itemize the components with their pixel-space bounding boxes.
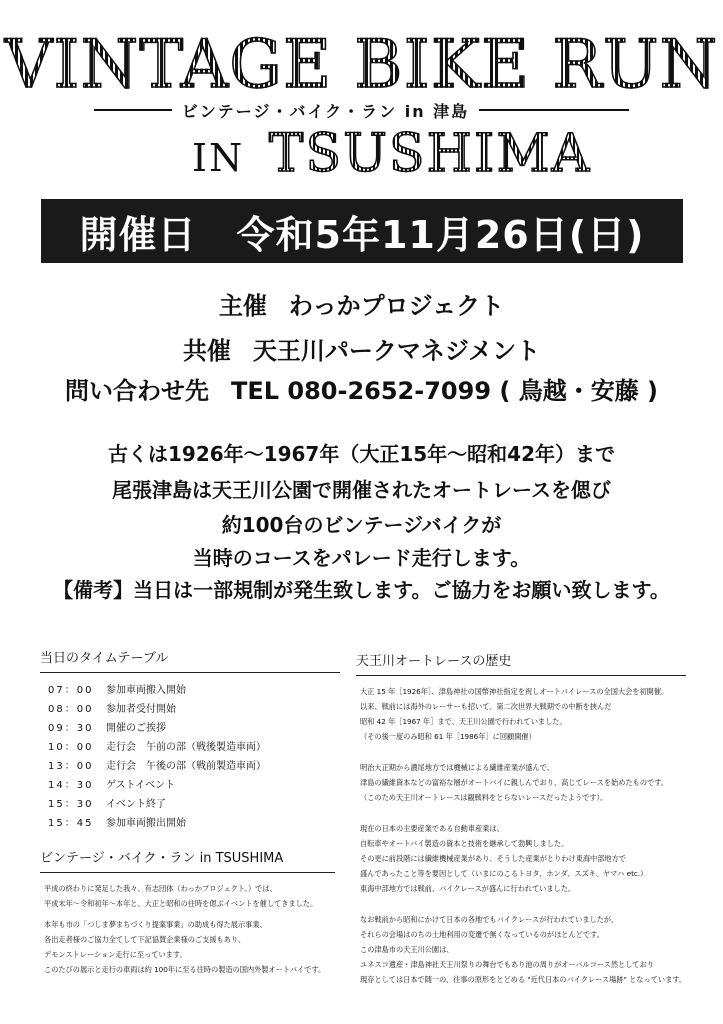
- remarks-line: 【備考】当日は一部規制が発生致します。ご協力をお願い致します。: [53, 578, 670, 602]
- timetable-event: 参加者受付開始: [106, 704, 176, 715]
- history-line: 盛んであったこと等を要因として（いまにのこるトヨタ、ホンダ、スズキ、ヤマハ etc.）: [360, 869, 648, 878]
- date-label: 開催日: [79, 212, 197, 257]
- about-paragraph: [44, 917, 335, 977]
- event-title: VINTAGE BIKE RUN: [0, 30, 723, 100]
- title-in: IN: [192, 136, 245, 180]
- timetable-event: 開催のご挨拶: [106, 723, 166, 734]
- cohost-name: 天王川パークマネジメント: [252, 337, 541, 365]
- history-section: [356, 653, 686, 993]
- timetable-time: 10：00: [48, 742, 94, 753]
- history-line: なお戦前から昭和にかけて日本の各地でもバイクレースが行われていましたが、: [360, 915, 619, 924]
- timetable-event: 参加車両搬入開始: [106, 685, 186, 696]
- history-line: （その後一度のみ昭和 61 年［1986年］に回顧開催）: [360, 732, 536, 741]
- description-line-4: 当時のコースをパレード走行します。: [192, 546, 531, 570]
- history-line: （このため天王川オートレースは観戦料をとらないレースだったようです）。: [360, 793, 608, 802]
- date-banner: [41, 199, 683, 263]
- event-subtitle-row: [0, 99, 723, 121]
- timetable-event: ゲストイベント: [106, 780, 176, 791]
- timetable-row: [48, 738, 340, 757]
- host-name: わっかプロジェクト: [288, 292, 505, 320]
- timetable-time: 14：30: [48, 780, 94, 791]
- timetable-row: [48, 776, 340, 795]
- history-line: 現存としては日本で随一の、往事の原形をとどめる "近代日本のバイクレース場跡" となっています。: [360, 975, 687, 984]
- history-line: 以来、戦前には海外のレーサーも招いて、第二次世界大戦期での中断を挟んだ: [360, 702, 612, 711]
- about-line: このたびの展示と走行の車両は約 100年に至る往時の製造の国内外製オートバイです。: [44, 965, 326, 974]
- timetable-event: イベント終了: [106, 799, 166, 810]
- timetable-list: [40, 673, 340, 833]
- timetable-row: [48, 757, 340, 776]
- timetable-time: 08：00: [48, 704, 94, 715]
- about-line: デモンストレーション走行に至っています。: [44, 950, 187, 959]
- timetable-time: 15：30: [48, 799, 94, 810]
- subtitle-rule-right: [479, 109, 629, 111]
- history-line: 津島の繊維資本などの富裕な層がオートバイに親しんでおり、高じてレースを始めたものです。: [360, 778, 668, 787]
- history-paragraph: [360, 684, 686, 744]
- history-heading: 天王川オートレースの歴史: [356, 653, 686, 676]
- contact-line: [0, 376, 723, 406]
- event-subtitle: ビンテージ・バイク・ラン in 津島: [181, 101, 470, 121]
- timetable-event: 走行会 午後の部（戦前製造車両）: [106, 761, 266, 772]
- description-line-3: 約100台のビンテージバイクが: [221, 513, 502, 537]
- history-line: ユネスコ遺産・津島神社天王川祭りの舞台でもあり池の周りがオーバルコース然としており: [360, 960, 654, 969]
- history-line: 東海中部地方では戦前、バイクレースが盛んに行われていました。: [360, 884, 576, 893]
- timetable-event: 参加車両搬出開始: [106, 818, 186, 829]
- history-line: この津島市の天王川公園は、: [360, 945, 454, 954]
- about-line: 本年も市の「つしま夢まちづくり提案事業」の助成も得た展示事業、: [44, 920, 267, 929]
- history-line: 大正 15 年［1926年］、津島神社の国幣神社指定を祝しオートバイレースの全国大会を初開催。: [360, 687, 669, 696]
- history-body: [356, 676, 686, 987]
- history-line: それらの会場はのちの土地利用の変遷で無くなっているのがほとんどです。: [360, 930, 604, 939]
- history-line: 昭和 42 年［1967 年］まで、天王川公園で行われていました。: [360, 717, 567, 726]
- description-line-2: 尾張津島は天王川公園で開催されたオートレースを偲び: [112, 478, 611, 502]
- contact-label: 問い合わせ先: [64, 377, 209, 405]
- history-line: その更に前段階には繊維機械産業があり、そうした産業がとりわけ東海中部地方で: [360, 854, 626, 863]
- timetable-event: 走行会 午前の部（戦後製造車両）: [106, 742, 266, 753]
- contact-value: TEL 080-2652-7099 ( 鳥越・安藤 ): [230, 377, 659, 405]
- about-line: 各出走者様のご協力全てして下記協賛企業様のご支援もあり、: [44, 935, 246, 944]
- history-paragraph: [360, 912, 686, 987]
- about-section: [40, 850, 335, 983]
- timetable-row: [48, 795, 340, 814]
- history-line: 現在の日本の主要産業である自動車産業は、: [360, 824, 504, 833]
- title-place: TSUSHIMA: [268, 124, 592, 184]
- timetable-row: [48, 700, 340, 719]
- history-line: 自転車やオートバイ製造の資本と技術を継承して勃興しました。: [360, 839, 569, 848]
- host-label: 主催: [218, 292, 267, 320]
- timetable-row: [48, 681, 340, 700]
- timetable-row: [48, 814, 340, 833]
- date-value: 令和5年11月26日(日): [236, 212, 645, 257]
- timetable-time: 13：00: [48, 761, 94, 772]
- timetable-row: [48, 719, 340, 738]
- history-paragraph: [360, 760, 686, 805]
- about-body: [40, 873, 335, 977]
- timetable-section: [40, 650, 340, 833]
- timetable-time: 09：30: [48, 723, 94, 734]
- timetable-time: 15：45: [48, 818, 94, 829]
- description-line-1: 古くは1926年～1967年（大正15年～昭和42年）まで: [108, 442, 615, 466]
- history-line: 明治大正期から濃尾地方では機械による繊維産業が盛んで、: [360, 763, 554, 772]
- about-paragraph: [44, 881, 335, 911]
- about-heading: ビンテージ・バイク・ラン in TSUSHIMA: [40, 850, 335, 873]
- host-line: [0, 291, 723, 321]
- about-line: 平成の終わりに発足した我々、有志団体（わっかプロジェクト。）では、: [44, 884, 277, 893]
- subtitle-rule-left: [94, 109, 172, 111]
- about-line: 平成末年～令和初年～本年と、大正と昭和の往時を偲ぶイベントを催してきました。: [44, 899, 318, 908]
- event-title-location: [192, 124, 591, 188]
- cohost-line: [0, 336, 723, 366]
- cohost-label: 共催: [182, 337, 231, 365]
- timetable-heading: 当日のタイムテーブル: [40, 650, 340, 673]
- history-paragraph: [360, 821, 686, 896]
- timetable-time: 07：00: [48, 685, 94, 696]
